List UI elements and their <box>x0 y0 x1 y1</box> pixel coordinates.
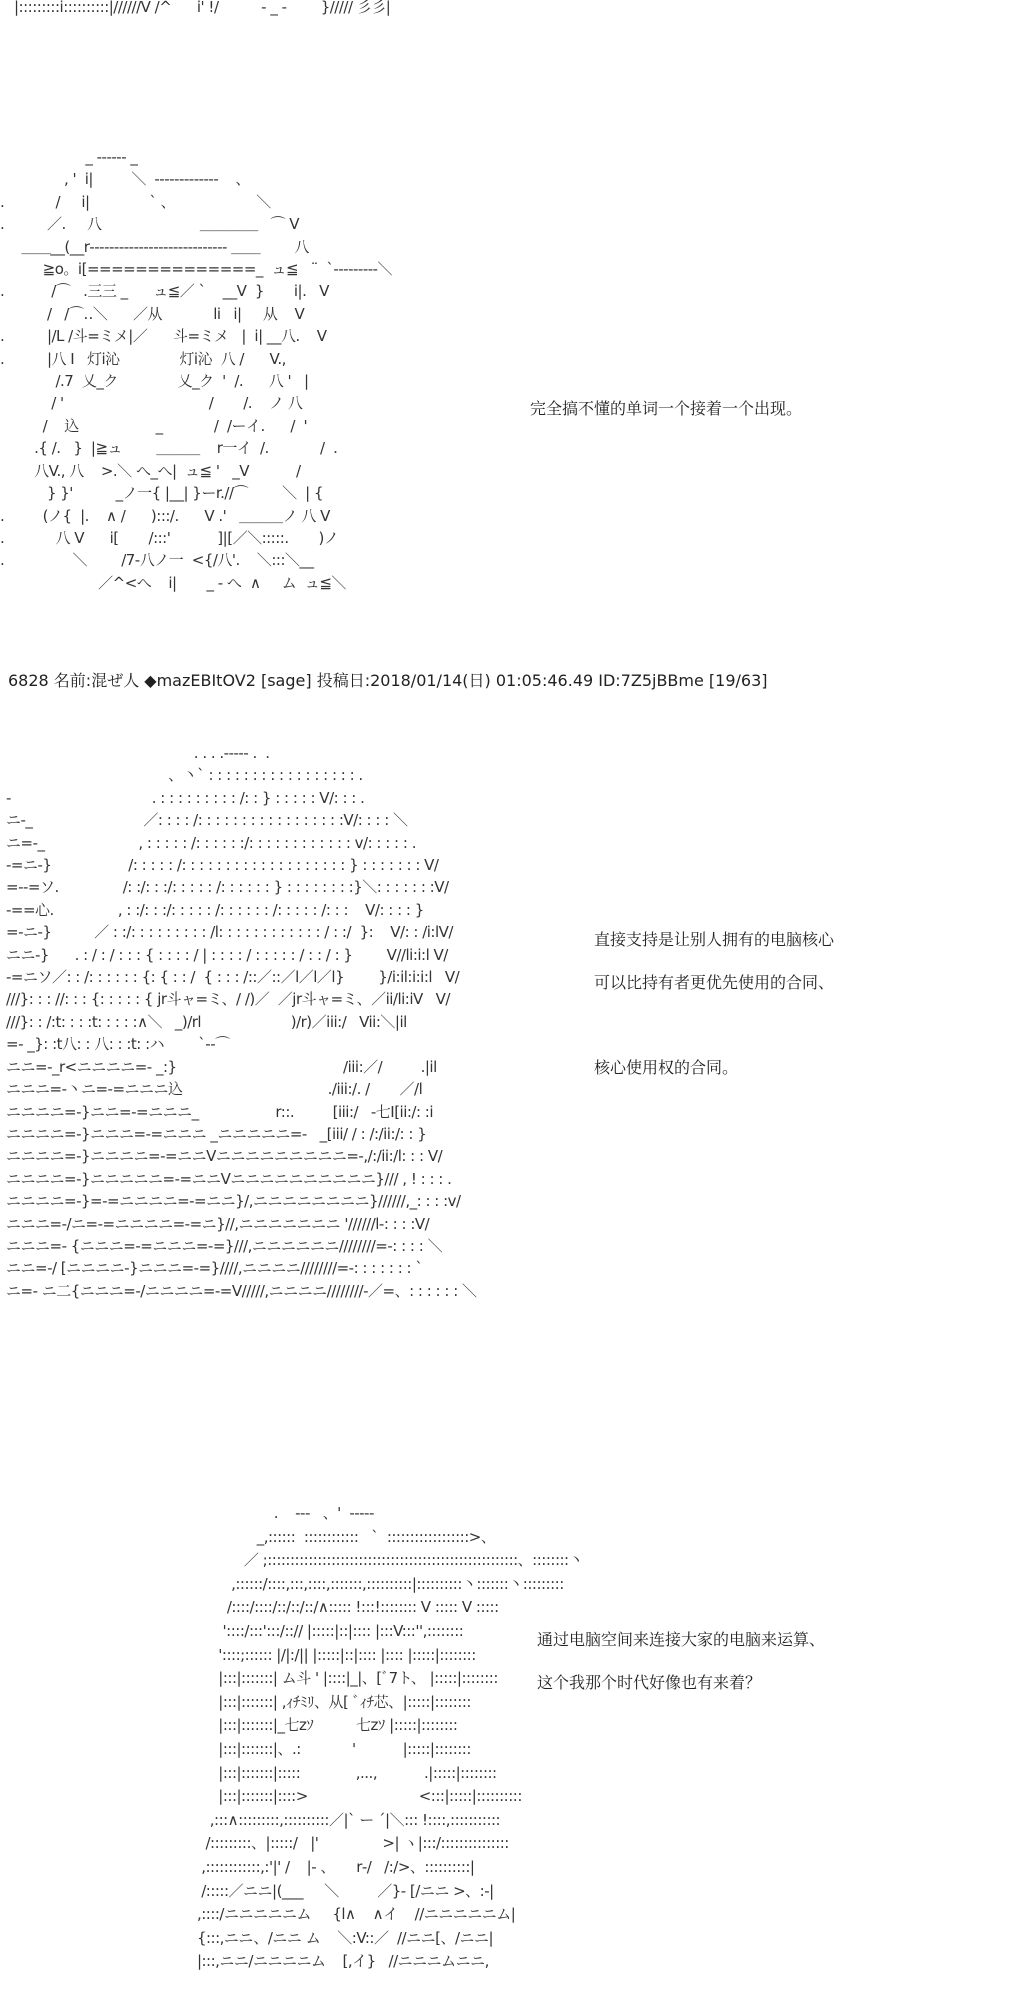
ascii-art-3: . ‐‐‐ 、' ‐‐‐‐‐ _,:::::: :::::::::::: ` ::::::::::::::::::>、 ／ ;:::::::::::::::::::::::::::::::::::::::::::::::::::::::、::::::::丶 ,::::::/::::,:::,::::,:::::::,::::::::::|::::::::::丶:::::::丶::::::::: /::::/::::/::/::/::/∧::::: !:::!:::::::: V ::::: V ::::: '::::/:::':::/::// |:::::|::|:::: |:::V:::'',:::::::: '::::;:::::: |/|:/|| |:::::|::|:::: |:::: |:::::|:::::::: |:::|:::::::| ム斗 ' |::::|_|、[ﾞ7ト、 |:::::|:::::::: |:::|:::::::| ,ｨﾁﾐﾘ、从[ ﾞｨﾁ芯、|:::::|:::::::: |:::|:::::::|_七zｿ 七zｿ |:::::|:::::::: |:::|:::::::|、.: ' |:::::|:::::::: |:::|:::::::|::::: ,..., .|:::::|:::::::: |:::|:::::::|::::> <:::|:::::|:::::::::: ,:::∧:::::::::,::::::::::／|` ー ´|＼::: !::::,::::::::::: /:::::::::、|:::::/ |' >| ヽ|:::/::::::::::::::: ,::::::::::::,:'|' / |‐ 、 r‐/ /:/>、::::::::::| /:::::／ニニ|(___ ＼ ／}‐ [/ニニ >、:‐| ,::::/ニニニニニム {l∧ ∧イ //ニニニニニム| {:::,ニニ、/ニニ ム ＼:V::／ //ニニ[、/ニニ| |:::,ニニ/ニニニニム [,イ} //ニニニムニニ, <box>196 1504 584 1971</box>
ascii-art-1: _ ‐‐‐‐‐‐ _ , ' i| ＼ ‐‐‐‐‐‐‐‐‐‐‐‐- 、 . / i| ` 、 ＼ . ／. 八 ＿＿＿＿ ⌒ V ＿＿__(__r‐‐‐‐‐‐‐‐‐‐‐‐‐‐‐‐‐‐‐‐‐‐‐‐‐‐‐‐ ＿＿ 八 ≧o。i[==============_ ュ≦ ¨ `‐‐‐‐‐‐‐‐‐＼ . /⌒ .三三 _ ュ≦／ ` __V } i|. V / /⌒‥＼ ／从 li i| 从 V . |/L /斗=ミメ|／ 斗=ミメ | i| __八. V . |八 I 灯i沁 灯i沁 八 / V., /.7 乂_ク 乂_ク ' /. 八 ' | / ' / /. ノ 八 / 込 _ / /ーイ. / ' .{ /. } |≧ュ ＿＿＿ r一イ /. / . 八V., 八 >.＼ へ_へ| ュ≦ ' _V / } }' _ノ一{ |__| }ーr.//⌒ ＼ | { . (ノ{ |. ∧ / ):::/. V .' ＿＿＿ノ 八 V . 八 V i[ /:::' ]|[／＼:::::. )ノ . ＼ /7-八ノ一 <{/八'. ＼:::＼__ ／^<へ i| _ ‐ へ ∧ ム ュ≦＼ <box>0 148 393 592</box>
caption-3-line-1: 通过电脑空间来连接大家的电脑来运算、 <box>537 1630 826 1649</box>
post-header: 6828 名前:混ぜ人 ◆mazEBItOV2 [sage] 投稿日:2018/01/14(日) 01:05:46.49 ID:7Z5jBBme [19/63] <box>8 671 768 690</box>
ascii-art-fragment-top: |:::::::::i::::::::::|//////V /^ i' !/ ‐ _ ‐ }///// 彡彡| <box>14 0 391 16</box>
caption-2-line-3: 核心使用权的合同。 <box>594 1058 739 1077</box>
caption-1: 完全搞不懂的单词一个接着一个出现。 <box>530 399 803 418</box>
caption-2-line-1: 直接支持是让别人拥有的电脑核心 <box>594 930 835 949</box>
ascii-art-2: . . . .‐‐‐‐- . . 、丶` : : : : : : : : : : : : : : : : : . ‐ . : : : : : : : : : /: : } : : : : : V/: : : . ニ‐_ ／: : : : /: : : : : : : : : : : : : : : : :V/: : : : ＼ ニ=‐_ , : : : : : /: : : : : :/: : : : : : : : : : : : v/: : : : : . ‐=ニ‐} /: : : : : /: : : : : : : : : : : : : : : : : : : } : : : : : : : V/ =‐‐=ソ. /: :/: : :/: : : : : /: : : : : : } : : : : : : : :}＼: : : : : : :V/ ‐==心. , : :/: : :/: : : : : /: : : : : : /: : : : : /: : : V/: : : : } =‐ニ‐} ／ : :/: : : : : : : : : /l: : : : : : : : : : : : / : :/ }: V/: : /i:lV/ ニニ‐} . : / : / : : : { : : : : / | : : : : / : : : : : / : : / : } V//li:i:l V/ ‐=ニソ／: : /: : : : : : {: { : : / { : : : /::／::／l／l／l} }/i:il:i:i:l V/ ///}: : : //: : : {: : : : : { jr斗ャ=ミ、/ /)／ ／jr斗ャ=ミ、／ii/li:iV V/ ///}: : /:t: : : :t: : : : :∧＼ _)/rl )/r)／iii:/ Vii:＼|il =‐ _}: :t八: : 八: : :t: :ハ `‐‐⌒ ニニ=‐_r<ニニニニ=‐ _:} /iii:／/ .|il ニニニ=‐丶ニ=‐=ニニニ込 ./iii:/. / ／/l ニニニニ=‐}ニニ=‐=ニニニ_ r::. [iii:/ ‐七I[ii:/: :i ニニニニ=‐}ニニニ=‐=ニニニ _ニニニニニ=‐ _[iii/ / : /:/ii:/: : } ニニニニ=‐}ニニニニ=‐=ニニVニニニニニニニニニ=‐,/:/ii:/l: : : V/ ニニニニ=‐}ニニニニニ=‐=ニニVニニニニニニニニニニ}/// , ! : : : . ニニニニ=‐}=‐=ニニニニ=‐=ニニ}/,ニニニニニニニニ}//////,_: : : :v/ ニニニ=‐/ニ=‐=ニニニニ=‐=ニ}//,ニニニニニニニ '//////l‐: : : :V/ ニニニ=‐ {ニニニ=‐=ニニニ=‐=}///,ニニニニニニ////////=‐: : : : ＼ ニニ=‐/ [ニニニニ‐}ニニニ=‐=}////,ニニニニ////////=‐: : : : : : : ` ニ=‐ ニ二{ニニニ=‐/ニニニニ=‐=V/////,ニニニニ////////‐／=、: : : : : : ＼ <box>6 744 477 1300</box>
caption-3-line-2: 这个我那个时代好像也有来着？ <box>537 1673 762 1692</box>
caption-2-line-2: 可以比持有者更优先使用的合同、 <box>594 973 835 992</box>
